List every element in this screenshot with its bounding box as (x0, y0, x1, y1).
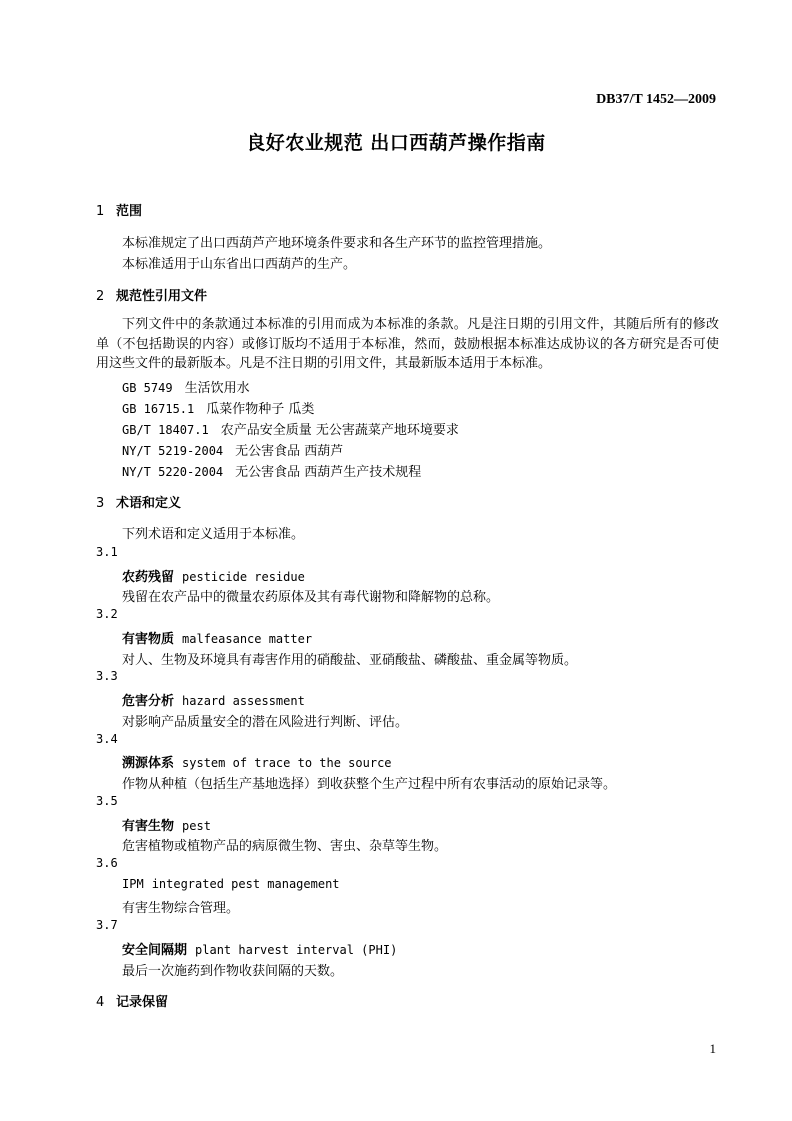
page-number: 1 (709, 1041, 716, 1056)
reference-name: 生活饮用水 (184, 381, 250, 396)
term-number: 3.6 (96, 856, 118, 870)
section-number: 2 (96, 289, 105, 304)
term-en: system of trace to the source (182, 756, 392, 770)
term-definition: 最后一次施药到作物收获间隔的天数。 (122, 964, 344, 979)
term-zh: IPM (122, 877, 144, 891)
reference-name: 农产品安全质量 无公害蔬菜产地环境要求 (220, 423, 459, 438)
term-heading (122, 690, 305, 709)
reference-code: NY/T 5219-2004 (122, 444, 224, 458)
term-number: 3.1 (96, 545, 118, 559)
section-number: 3 (96, 496, 105, 511)
term-en: pest (182, 819, 211, 833)
section-heading-1 (96, 200, 142, 219)
normative-intro-paragraph: 下列文件中的条款通过本标准的引用而成为本标准的条款。凡是注日期的引用文件，其随后所有的修改单（不包括勘误的内容）或修订版均不适用于本标准，然而，鼓励根据本标准达成协议的各方研究是否可使用这些文件的最新版本。凡是不注日期的引用文件，其最新版本适用于本标准。 (96, 317, 719, 371)
term-heading (122, 815, 211, 834)
section-number: 4 (96, 995, 105, 1010)
reference-name: 瓜菜作物种子 瓜类 (206, 402, 315, 417)
term-en: integrated pest management (151, 877, 340, 891)
term-zh: 安全间隔期 (122, 943, 188, 958)
reference-item (122, 440, 343, 459)
term-number: 3.3 (96, 669, 118, 683)
reference-item (122, 377, 250, 396)
reference-name: 无公害食品 西葫芦生产技术规程 (235, 465, 422, 480)
section-heading-2 (96, 285, 207, 304)
term-heading (122, 628, 312, 647)
term-zh: 农药残留 (122, 570, 175, 585)
term-en: hazard assessment (182, 694, 305, 708)
term-heading (122, 877, 340, 892)
term-zh: 危害分析 (122, 694, 175, 709)
term-zh: 有害生物 (122, 819, 175, 834)
document-title: 良好农业规范 出口西葫芦操作指南 (246, 132, 546, 154)
term-definition: 作物从种植（包括生产基地选择）到收获整个生产过程中所有农事活动的原始记录等。 (122, 777, 617, 792)
term-zh: 溯源体系 (122, 756, 175, 771)
term-en: pesticide residue (182, 570, 305, 584)
reference-code: GB/T 18407.1 (122, 423, 209, 437)
section-heading-4 (96, 991, 168, 1010)
term-definition: 对人、生物及环境具有毒害作用的硝酸盐、亚硝酸盐、磷酸盐、重金属等物质。 (122, 653, 578, 668)
term-number: 3.4 (96, 732, 118, 746)
scope-paragraph-2: 本标准适用于山东省出口西葫芦的生产。 (122, 257, 357, 272)
section-title: 术语和定义 (116, 496, 182, 511)
standard-code: DB37/T 1452—2009 (596, 92, 716, 107)
term-en: plant harvest interval (PHI) (195, 943, 398, 957)
section-title: 范围 (116, 204, 143, 219)
term-definition: 残留在农产品中的微量农药原体及其有毒代谢物和降解物的总称。 (122, 590, 500, 605)
term-heading (122, 752, 392, 771)
reference-item (122, 461, 421, 480)
term-heading (122, 566, 305, 585)
term-number: 3.7 (96, 918, 118, 932)
term-definition: 有害生物综合管理。 (122, 901, 240, 916)
term-number: 3.2 (96, 607, 118, 621)
term-definition: 危害植物或植物产品的病原微生物、害虫、杂草等生物。 (122, 839, 448, 854)
reference-item (122, 398, 314, 417)
reference-code: GB 16715.1 (122, 402, 195, 416)
section-number: 1 (96, 204, 105, 219)
term-zh: 有害物质 (122, 632, 175, 647)
scope-paragraph-1: 本标准规定了出口西葫芦产地环境条件要求和各生产环节的监控管理措施。 (122, 236, 552, 251)
section-title: 记录保留 (116, 995, 169, 1010)
reference-code: NY/T 5220-2004 (122, 465, 224, 479)
reference-item (122, 419, 459, 438)
terms-intro: 下列术语和定义适用于本标准。 (122, 527, 305, 542)
reference-name: 无公害食品 西葫芦 (235, 444, 344, 459)
section-title: 规范性引用文件 (116, 289, 208, 304)
term-definition: 对影响产品质量安全的潜在风险进行判断、评估。 (122, 715, 409, 730)
term-number: 3.5 (96, 794, 118, 808)
section-heading-3 (96, 492, 181, 511)
term-en: malfeasance matter (182, 632, 313, 646)
reference-code: GB 5749 (122, 381, 173, 395)
term-heading (122, 939, 397, 958)
